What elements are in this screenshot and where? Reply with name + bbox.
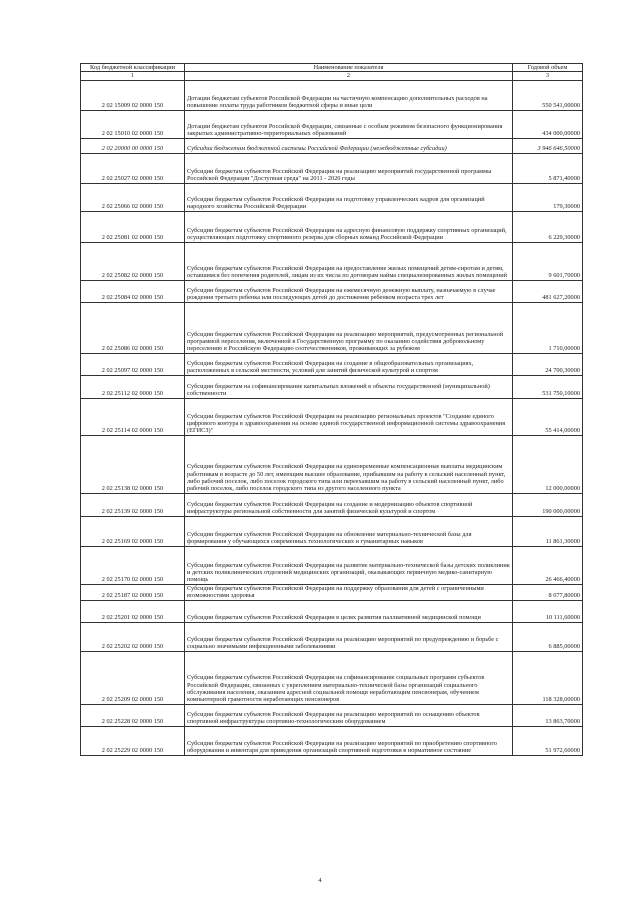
row-name: Субсидии бюджетам субъектов Российской Федерации на реализацию мероприятий по оснащению объектов спортивной инфраструктуры спортивно-технологическим оборудованием <box>185 704 513 726</box>
table-row <box>81 211 583 242</box>
budget-table <box>80 63 583 756</box>
row-code: 2 02 15009 02 0000 150 <box>81 80 185 110</box>
row-name: Субсидии бюджетам субъектов Российской Федерации на реализацию мероприятий, предусмотренных региональной программой переселения, включенной в Государственную программу по оказанию содействия добровольному переселению в Российскую Федерацию соотечественников, проживающих за рубежом <box>185 302 513 353</box>
row-code: 2 02 25114 02 0000 150 <box>81 398 185 435</box>
row-code: 2 02 25081 02 0000 150 <box>81 211 185 242</box>
table-row <box>81 302 583 353</box>
row-amount: 118 328,00000 <box>513 651 583 704</box>
table-row <box>81 353 583 375</box>
row-amount: 10 111,60000 <box>513 600 583 622</box>
header-amount: Годовой объем <box>513 64 583 72</box>
row-code: 2 02 25097 02 0000 150 <box>81 353 185 375</box>
row-amount: 24 700,30000 <box>513 353 583 375</box>
header-row <box>81 64 583 72</box>
row-name: Субсидии бюджетам субъектов Российской Федерации на ежемесячную денежную выплату, назначаемую в случае рождения третьего ребенка или последующих детей до достижения ребенком возраста трех лет <box>185 280 513 302</box>
row-amount: 13 863,70000 <box>513 704 583 726</box>
row-amount: 8 077,80000 <box>513 584 583 600</box>
row-name: Субсидии бюджетам субъектов Российской Федерации на реализацию мероприятий государственной программы Российской Федерации "Доступная среда" на 2011 - 2020 годы <box>185 153 513 183</box>
row-code: 2 02 25229 02 0000 150 <box>81 726 185 755</box>
table-row <box>81 375 583 398</box>
table-row <box>81 80 583 110</box>
row-code: 2 02 25082 02 0000 150 <box>81 242 185 280</box>
row-amount: 12 000,00000 <box>513 435 583 493</box>
row-amount: 51 972,60000 <box>513 726 583 755</box>
table-row <box>81 651 583 704</box>
table-row <box>81 516 583 546</box>
row-name: Субсидии бюджетам субъектов Российской Федерации на реализацию мероприятий по приобретению спортивного оборудования и инвентаря для приведения организаций спортивной подготовки в нормативное состояние <box>185 726 513 755</box>
row-name: Субсидии бюджетам субъектов Российской Федерации на создание и модернизацию объектов спортивной инфраструктуры региональной собственности для занятий физической культурой и спортом <box>185 493 513 516</box>
row-name: Дотации бюджетам субъектов Российской Федерации, связанные с особым режимом безопасного функционирования закрытых административно-территориальных образований <box>185 110 513 138</box>
row-amount: 55 414,00000 <box>513 398 583 435</box>
row-amount: 190 000,00000 <box>513 493 583 516</box>
row-name: Дотации бюджетам субъектов Российской Федерации на частичную компенсацию дополнительных расходов на повышение оплаты труда работников бюджетной сферы и иные цели <box>185 80 513 110</box>
row-code: 2 02 25112 02 0000 150 <box>81 375 185 398</box>
row-name: Субсидии бюджетам субъектов Российской Федерации в целях развития паллиативной медицинской помощи <box>185 600 513 622</box>
budget-table-container <box>80 63 582 756</box>
row-name: Субсидии бюджетам бюджетной системы Российской Федерации (межбюджетные субсидии) <box>185 138 513 153</box>
column-number-row <box>81 72 583 80</box>
row-code: 2 02 25066 02 0000 150 <box>81 183 185 211</box>
row-code: 2 02 25228 02 0000 150 <box>81 704 185 726</box>
row-name: Субсидии бюджетам субъектов Российской Федерации на адресную финансовую поддержку спортивных организаций, осуществляющих подготовку спортивного резерва для сборных команд Российской Федерации <box>185 211 513 242</box>
row-name: Субсидии бюджетам субъектов Российской Федерации на подготовку управленческих кадров для организаций народного хозяйства Российской Федерации <box>185 183 513 211</box>
row-amount: 11 861,30000 <box>513 516 583 546</box>
table-row <box>81 138 583 153</box>
row-amount: 3 946 646,50000 <box>513 138 583 153</box>
table-row <box>81 622 583 651</box>
table-row <box>81 153 583 183</box>
row-name: Субсидии бюджетам субъектов Российской Федерации на обновление материально-технической базы для формирования у обучающихся современных технологических и гуманитарных навыков <box>185 516 513 546</box>
row-code: 2 02 25139 02 0000 150 <box>81 493 185 516</box>
row-amount: 1 710,00000 <box>513 302 583 353</box>
row-name: Субсидии бюджетам на софинансирование капитальных вложений в объекты государственной (муниципальной) собственности <box>185 375 513 398</box>
table-row <box>81 280 583 302</box>
row-amount: 481 627,20000 <box>513 280 583 302</box>
row-amount: 5 871,40000 <box>513 153 583 183</box>
row-amount: 550 541,00000 <box>513 80 583 110</box>
row-name: Субсидии бюджетам субъектов Российской Федерации на реализацию мероприятий по предупреждению и борьбе с социально значимыми инфекционными заболеваниями <box>185 622 513 651</box>
row-amount: 531 750,10000 <box>513 375 583 398</box>
table-row <box>81 398 583 435</box>
row-amount: 434 000,00000 <box>513 110 583 138</box>
table-row <box>81 435 583 493</box>
row-code: 2 02 25209 02 0000 150 <box>81 651 185 704</box>
table-row <box>81 600 583 622</box>
row-code: 2 02 25170 02 0000 150 <box>81 546 185 584</box>
row-amount: 6 885,00000 <box>513 622 583 651</box>
page-number: 4 <box>318 877 322 884</box>
row-name: Субсидии бюджетам субъектов Российской Федерации на единовременные компенсационные выплаты медицинским работникам в возрасте до 50 лет, имеющим высшее образование, прибывшим на работу в сельский населенный пункт, либо рабочий поселок, либо поселок городского типа или переехавшим на работу в сельский населенный пункт, либо рабочий поселок, либо поселок городского типа из другого населенного пункта <box>185 435 513 493</box>
row-amount: 6 229,30000 <box>513 211 583 242</box>
column-number: 1 <box>81 72 185 80</box>
header-name: Наименование показателя <box>185 64 513 72</box>
row-name: Субсидии бюджетам субъектов Российской Федерации на реализацию региональных проектов "Создание единого цифрового контура в здравоохранении на основе единой государственной информационной системы здравоохранения (ЕГИСЗ)" <box>185 398 513 435</box>
row-name: Субсидии бюджетам субъектов Российской Федерации на развитие материально-технической базы детских поликлиник и детских поликлинических отделений медицинских организаций, оказывающих первичную медико-санитарную помощь <box>185 546 513 584</box>
table-row <box>81 242 583 280</box>
table-row <box>81 110 583 138</box>
column-number: 2 <box>185 72 513 80</box>
row-code: 2 02 25201 02 0000 150 <box>81 600 185 622</box>
column-number: 3 <box>513 72 583 80</box>
header-code: Код бюджетной классификации <box>81 64 185 72</box>
row-code: 2 02 25084 02 0000 150 <box>81 280 185 302</box>
row-code: 2 02 25187 02 0000 150 <box>81 584 185 600</box>
row-amount: 9 601,70000 <box>513 242 583 280</box>
row-amount: 179,30000 <box>513 183 583 211</box>
row-code: 2 02 25138 02 0000 150 <box>81 435 185 493</box>
row-code: 2 02 15010 02 0000 150 <box>81 110 185 138</box>
row-name: Субсидии бюджетам субъектов Российской Федерации на софинансирование социальных программ субъектов Российской Федерации, связанных с укреплением материально-технической базы организаций социального обслуживания населения, оказанием адресной социальной помощи неработающим пенсионерам, обучением компьютерной грамотности неработающих пенсионеров <box>185 651 513 704</box>
table-row <box>81 493 583 516</box>
row-code: 2 02 25202 02 0000 150 <box>81 622 185 651</box>
table-row <box>81 726 583 755</box>
table-row <box>81 183 583 211</box>
row-code: 2 02 25169 02 0000 150 <box>81 516 185 546</box>
table-row <box>81 546 583 584</box>
row-name: Субсидии бюджетам субъектов Российской Федерации на создание в общеобразовательных организациях, расположенных в сельской местности, условий для занятий физической культурой и спортом <box>185 353 513 375</box>
row-name: Субсидии бюджетам субъектов Российской Федерации на предоставление жилых помещений детям-сиротам и детям, оставшимся без попечения родителей, лицам из их числа по договорам найма специализированных жилых помещений <box>185 242 513 280</box>
row-code: 2 02 20000 00 0000 150 <box>81 138 185 153</box>
table-row <box>81 584 583 600</box>
row-name: Субсидии бюджетам субъектов Российской Федерации на поддержку образования для детей с ограниченными возможностями здоровья <box>185 584 513 600</box>
row-code: 2 02 25086 02 0000 150 <box>81 302 185 353</box>
table-row <box>81 704 583 726</box>
row-code: 2 02 25027 02 0000 150 <box>81 153 185 183</box>
row-amount: 26 466,40000 <box>513 546 583 584</box>
